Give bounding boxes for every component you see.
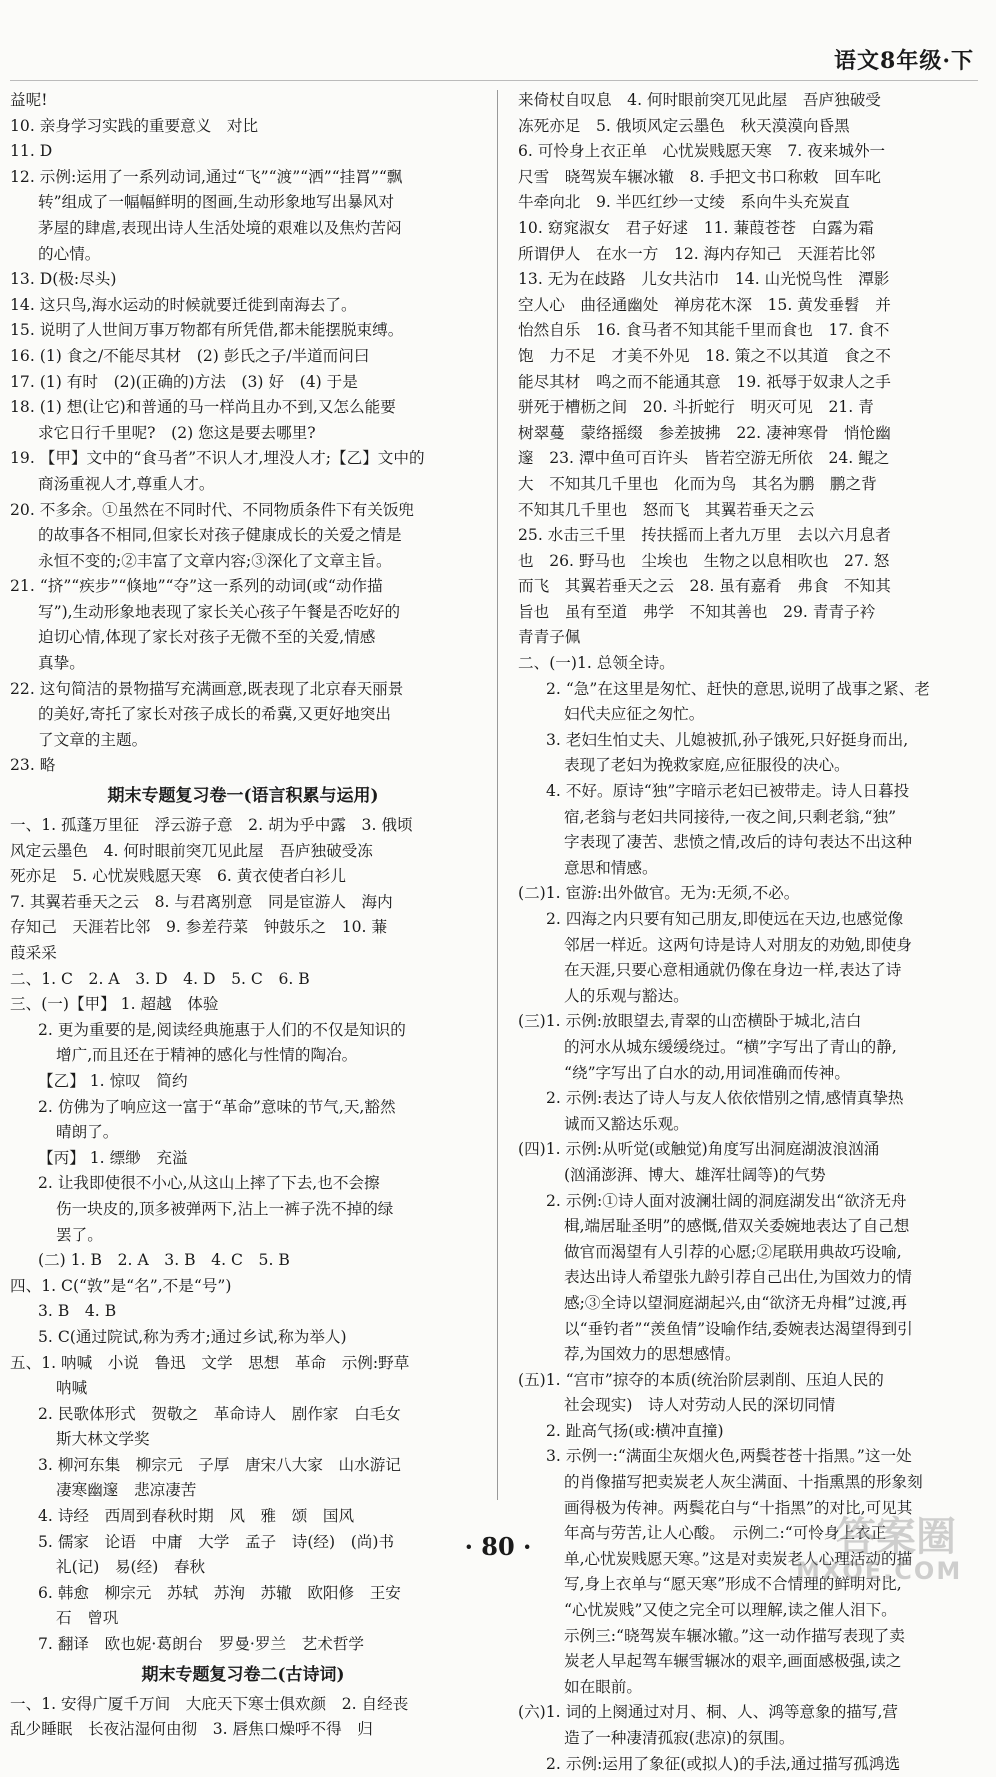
answer-line: 如在眼前。: [564, 1677, 642, 1696]
answer-line: 2. 四海之内只要有知己朋友,即使远在天边,也感觉像: [546, 910, 904, 928]
answer-line: 人的乐观与豁达。: [564, 986, 689, 1005]
answer-line: 的美好,寄托了家长对孩子成长的希冀,又更好地突出: [38, 705, 391, 724]
answer-line: 三、(一)【甲】 1. 超越 体验: [10, 995, 219, 1014]
answer-line: 【丙】 1. 缥缈 充溢: [38, 1148, 188, 1167]
answer-line: 21. “挤”“疾步”“倏地”“夺”这一系列的动词(或“动作描: [10, 577, 383, 596]
answer-line: 旨也 虽有至道 弗学 不知其善也 29. 青青子衿: [518, 602, 876, 621]
header-rule: [10, 80, 978, 81]
answer-line: 17. (1) 有时 (2)(正确的)方法 (3) 好 (4) 于是: [10, 372, 358, 391]
answer-line: 10. 亲身学习实践的重要意义 对比: [10, 116, 259, 135]
answer-line: 饱 力不足 才美不外见 18. 策之不以其道 食之不: [518, 346, 891, 365]
answer-line: 罢了。: [56, 1225, 103, 1244]
answer-line: 2. “急”在这里是匆忙、赶快的意思,说明了战事之紧、老: [546, 679, 930, 698]
answer-line: 4. 诗经 西周到春秋时期 风 雅 颂 国风: [38, 1507, 355, 1526]
answer-line: 19. 【甲】文中的“食马者”不识人才,埋没人才;【乙】文中的: [10, 449, 425, 468]
answer-line: 茅屋的肆虐,表现出诗人生活处境的艰难以及焦灼苦闷: [38, 218, 402, 237]
answer-line: 3. 柳河东集 柳宗元 子厚 唐宋八大家 山水游记: [38, 1455, 401, 1474]
answer-line: (汹涌澎湃、博大、雄浑壮阔等)的气势: [564, 1165, 826, 1184]
answer-line: 年高与劳苦,让人心酸。 示例二:“可怜身上衣正: [564, 1524, 887, 1543]
answer-line: 表达出诗人希望张九龄引荐自己出仕,为国效力的情: [564, 1268, 913, 1287]
answer-line: 7. 翻译 欧也妮·葛朗台 罗曼·罗兰 艺术哲学: [38, 1635, 365, 1654]
answer-line: 伤一块皮的,顶多被弹两下,沾上一裤子洗不掉的绿: [56, 1199, 394, 1218]
answer-line: 冻死亦足 5. 俄顷风定云墨色 秋天漠漠向昏黑: [518, 116, 850, 135]
answer-line: 20. 不多余。①虽然在不同时代、不同物质条件下有关饭兜: [10, 500, 415, 519]
answer-line: 感;③全诗以望洞庭湖起兴,由“欲济无舟楫”过渡,再: [564, 1293, 907, 1312]
answer-line: 2. 示例:①诗人面对波澜壮阔的洞庭湖发出“欲济无舟: [546, 1191, 907, 1210]
answer-line: 诚而又豁达乐观。: [564, 1114, 689, 1133]
answer-line: 青青子佩: [518, 628, 581, 647]
answer-line: 2. 让我即使很不小心,从这山上摔了下去,也不会擦: [38, 1174, 380, 1193]
answer-line: 宿,老翁与老妇共同接待,一夜之间,只剩老翁,“独”: [564, 807, 897, 826]
answer-line: 二、1. C 2. A 3. D 4. D 5. C 6. B: [10, 969, 310, 988]
answer-line: 荐,为国效力的思想感情。: [564, 1345, 741, 1364]
answer-line: 空人心 曲径通幽处 禅房花木深 15. 黄发垂髫 并: [518, 295, 891, 314]
answer-line: 以“垂钓者”“羡鱼情”设喻作结,委婉表达渴望得到引: [564, 1319, 913, 1338]
answer-line: 3. B 4. B: [38, 1302, 117, 1321]
answer-line: “心忧炭贱”又使之完全可以理解,读之催人泪下。: [564, 1601, 897, 1620]
answer-line: 22. 这句简洁的景物描写充满画意,既表现了北京春天丽景: [10, 679, 404, 698]
answer-line: (三)1. 示例:放眼望去,青翠的山峦横卧于城北,洁白: [518, 1012, 862, 1031]
answer-line: 邻居一样近。这两句诗是诗人对朋友的劝勉,即使身: [564, 935, 913, 954]
answer-line: 6. 可怜身上衣正单 心忧炭贱愿天寒 7. 夜来城外一: [518, 142, 886, 161]
page-header-title: 语文8年级·下: [834, 48, 974, 74]
answer-line: 二、(一)1. 总领全诗。: [518, 654, 675, 673]
answer-line: 23. 略: [10, 756, 56, 775]
answer-line: (五)1. “宫市”掠夺的本质(统治阶层剥削、压迫人民的: [518, 1370, 884, 1389]
answer-line: 画得极为传神。两鬓花白与“十指黑”的对比,可见其: [564, 1498, 913, 1517]
answer-line: (二) 1. B 2. A 3. B 4. C 5. B: [38, 1251, 290, 1270]
answer-line: 晴朗了。: [56, 1123, 119, 1142]
answer-line: 10. 窈窕淑女 君子好逑 11. 蒹葭苍苍 白露为霜: [518, 218, 874, 237]
answer-line: 的故事各不相同,但家长对孩子健康成长的关爱之情是: [38, 526, 402, 545]
answer-line: 四、1. C(“敦”是“名”,不是“号”): [10, 1276, 232, 1295]
watermark-line1: 答案圈: [836, 1514, 956, 1560]
answer-line: (四)1. 示例:从听觉(或触觉)角度写出洞庭湖波浪汹涌: [518, 1140, 880, 1159]
answer-line: 做官而渴望有人引荐的心愿;②尾联用典故巧设喻,: [564, 1242, 902, 1261]
answer-line: 炭老人早起驾车辗雪辗冰的艰辛,画面感极强,读之: [564, 1652, 902, 1671]
answer-line: 一、1. 孤蓬万里征 浮云游子意 2. 胡为乎中露 3. 俄顷: [10, 816, 413, 835]
answer-line: 楫,端居耻圣明”的感慨,借双关委婉地表达了自己想: [564, 1217, 910, 1236]
answer-line: 斯大林文学奖: [56, 1430, 150, 1449]
answer-line: 写,身上衣单与“愿天寒”形成不合情理的鲜明对比,: [564, 1575, 902, 1594]
answer-line: 了文章的主题。: [38, 730, 148, 749]
answer-line: 商汤重视人才,尊重人才。: [38, 474, 215, 493]
section-title: 期末专题复习卷一(语言积累与运用): [107, 786, 379, 807]
answer-line: 尺雪 晓驾炭车辗冰辙 8. 手把文书口称敕 回车叱: [518, 167, 881, 186]
answer-line: 25. 水击三千里 抟扶摇而上者九万里 去以六月息者: [518, 526, 891, 545]
answer-line: 11. D: [10, 142, 53, 161]
page-number: · 80 ·: [464, 1532, 532, 1561]
answer-line: 单,心忧炭贱愿天寒。”这是对卖炭老人心理活动的描: [564, 1549, 913, 1568]
answer-line: 而飞 其翼若垂天之云 28. 虽有嘉肴 弗食 不知其: [518, 577, 891, 596]
answer-line: 不知其几千里也 怒而飞 其翼若垂天之云: [518, 500, 815, 519]
answer-line: 五、1. 呐喊 小说 鲁迅 文学 思想 革命 示例:野草: [10, 1353, 410, 1372]
answer-line: 6. 韩愈 柳宗元 苏轼 苏洵 苏辙 欧阳修 王安: [38, 1583, 401, 1602]
answer-line: 5. C(通过院试,称为秀才;通过乡试,称为举人): [38, 1327, 347, 1346]
answer-line: 造了一种凄清孤寂(悲凉)的氛围。: [564, 1729, 795, 1747]
answer-line: 15. 说明了人世间万事万物都有所凭借,都未能摆脱束缚。: [10, 321, 404, 340]
answer-line: 风定云墨色 4. 何时眼前突兀见此屋 吾庐独破受冻: [10, 841, 373, 860]
answer-line: 字表现了凄苦、悲愤之情,改后的诗句表达不出这种: [564, 833, 913, 852]
answer-line: 的肖像描写把卖炭老人灰尘满面、十指熏黑的形象刻: [564, 1473, 923, 1492]
answer-line: 来倚杖自叹息 4. 何时眼前突兀见此屋 吾庐独破受: [518, 91, 881, 109]
answer-line: 社会现实) 诗人对劳动人民的深切同情: [564, 1396, 836, 1415]
answer-line: 凄寒幽邃 悲凉凄苦: [56, 1481, 197, 1500]
answer-line: 石 曾巩: [56, 1609, 119, 1628]
answer-line: 2. 更为重要的是,阅读经典施惠于人们的不仅是知识的: [38, 1020, 406, 1039]
answer-line: 也 26. 野马也 尘埃也 生物之以息相吹也 27. 怒: [518, 551, 890, 570]
answer-line: 4. 不好。原诗“独”字暗示老妇已被带走。诗人日暮投: [546, 782, 910, 801]
answer-line: 存知己 天涯若比邻 9. 参差荇菜 钟鼓乐之 10. 蒹: [10, 918, 388, 937]
answer-line: (二)1. 宦游:出外做官。无为:无须,不必。: [518, 884, 800, 903]
answer-line: 转”组成了一幅幅鲜明的图画,生动形象地写出暴风对: [38, 193, 394, 212]
answer-line: 2. 民歌体形式 贺敬之 革命诗人 剧作家 白毛女: [38, 1404, 401, 1423]
answer-line: 益呢!: [10, 91, 48, 109]
answer-line: 礼(记) 易(经) 春秋: [56, 1558, 206, 1577]
answer-line: 13. 无为在歧路 儿女共沾巾 14. 山光悦鸟性 潭影: [518, 270, 890, 289]
answer-line: 呐喊: [56, 1379, 88, 1398]
answer-line: 表现了老妇为挽救家庭,应征服役的决心。: [564, 756, 850, 775]
watermark-logo: [796, 1505, 976, 1587]
answer-line: 牛牵向北 9. 半匹红纱一丈绫 系向牛头充炭直: [518, 193, 850, 212]
answer-line: 骈死于槽枥之间 20. 斗折蛇行 明灭可见 21. 青: [518, 398, 874, 417]
answer-line: 永恒不变的;②丰富了文章内容;③深化了文章主旨。: [38, 551, 392, 570]
answer-line: 13. D(极:尽头): [10, 270, 117, 289]
answer-line: 3. 老妇生怕丈夫、儿媳被抓,孙子饿死,只好挺身而出,: [546, 730, 909, 749]
answer-line: 一、1. 安得广厦千万间 大庇天下寒士俱欢颜 2. 自经丧: [10, 1694, 409, 1713]
answer-line: 3. 示例一:“满面尘灰烟火色,两鬓苍苍十指黑。”这一处: [546, 1447, 912, 1466]
answer-line: 2. 示例:运用了象征(或拟人)的手法,通过描写孤鸿选: [546, 1754, 901, 1773]
answer-line: 2. 趾高气扬(或:横冲直撞): [546, 1421, 724, 1440]
answer-line: 16. (1) 食之/不能尽其材 (2) 彭氏之子/半道而问曰: [10, 346, 370, 365]
answer-line: 18. (1) 想(让它)和普通的马一样尚且办不到,又怎么能要: [10, 398, 396, 417]
answer-line: 在天涯,只要心意相通就仍像在身边一样,表达了诗: [564, 961, 902, 980]
answer-line: 写”),生动形象地表现了家长关心孩子午餐是否吃好的: [38, 602, 401, 621]
answer-line: 邃 23. 潭中鱼可百许头 皆若空游无所依 24. 鲲之: [518, 449, 890, 468]
answer-line: 的心情。: [38, 244, 101, 263]
answer-line: 12. 示例:运用了一系列动词,通过“飞”“渡”“洒”“挂罥”“飘: [10, 167, 403, 186]
answer-line: 增广,而且还在于精神的感化与性情的陶冶。: [56, 1046, 358, 1065]
answer-line: 能尽其材 鸣之而不能通其意 19. 祇辱于奴隶人之手: [518, 372, 891, 391]
answer-line: 7. 其翼若垂天之云 8. 与君离别意 同是宦游人 海内: [10, 892, 393, 911]
answer-line: 5. 儒家 论语 中庸 大学 孟子 诗(经) (尚)书: [38, 1532, 395, 1551]
answer-line: 所谓伊人 在水一方 12. 海内存知己 天涯若比邻: [518, 244, 876, 263]
answer-line: 【乙】 1. 惊叹 简约: [38, 1071, 188, 1090]
answer-line: 迫切心情,体现了家长对孩子无微不至的关爱,情感: [38, 628, 376, 647]
answer-line: 意思和情感。: [564, 858, 658, 877]
left-column: [10, 88, 476, 1743]
answer-line: (六)1. 词的上阕通过对月、桐、人、鸿等意象的描写,营: [518, 1703, 899, 1722]
answer-line: 死亦足 5. 心忧炭贱愿天寒 6. 黄衣使者白衫儿: [10, 867, 346, 886]
answer-line: 真挚。: [38, 654, 85, 673]
answer-line: 怡然自乐 16. 食马者不知其能千里而食也 17. 食不: [518, 321, 890, 340]
answer-line: 大 不知其几千里也 化而为鸟 其名为鹏 鹏之背: [518, 474, 877, 493]
answer-line: 乱少睡眠 长夜沾湿何由彻 3. 唇焦口燥呼不得 归: [10, 1720, 373, 1739]
answer-line: 妇代夫应征之匆忙。: [564, 705, 705, 724]
answer-line: 2. 仿佛为了响应这一富于“革命”意味的节气,天,豁然: [38, 1097, 396, 1116]
answer-line: 树翠蔓 蒙络摇缀 参差披拂 22. 凄神寒骨 悄怆幽: [518, 423, 891, 442]
answer-line: 示例三:“晓驾炭车辗冰辙。”这一动作描写表现了卖: [564, 1626, 905, 1645]
watermark-line2: MXQE.COM: [796, 1557, 963, 1585]
answer-line: 14. 这只鸟,海水运动的时候就要迁徙到南海去了。: [10, 295, 357, 314]
answer-line: 的河水从城东缓缓绕过。“横”字写出了青山的静,: [564, 1037, 897, 1056]
column-divider: [497, 90, 498, 1500]
answer-line: 葭采采: [10, 944, 57, 962]
answer-line: 求它日行千里呢? (2) 您这是要去哪里?: [38, 423, 316, 442]
section-title: 期末专题复习卷二(古诗词): [141, 1664, 345, 1685]
answer-line: 2. 示例:表达了诗人与友人依依惜别之情,感情真挚热: [546, 1089, 904, 1108]
answer-line: “绕”字写出了白水的动,用词准确而传神。: [564, 1063, 850, 1082]
